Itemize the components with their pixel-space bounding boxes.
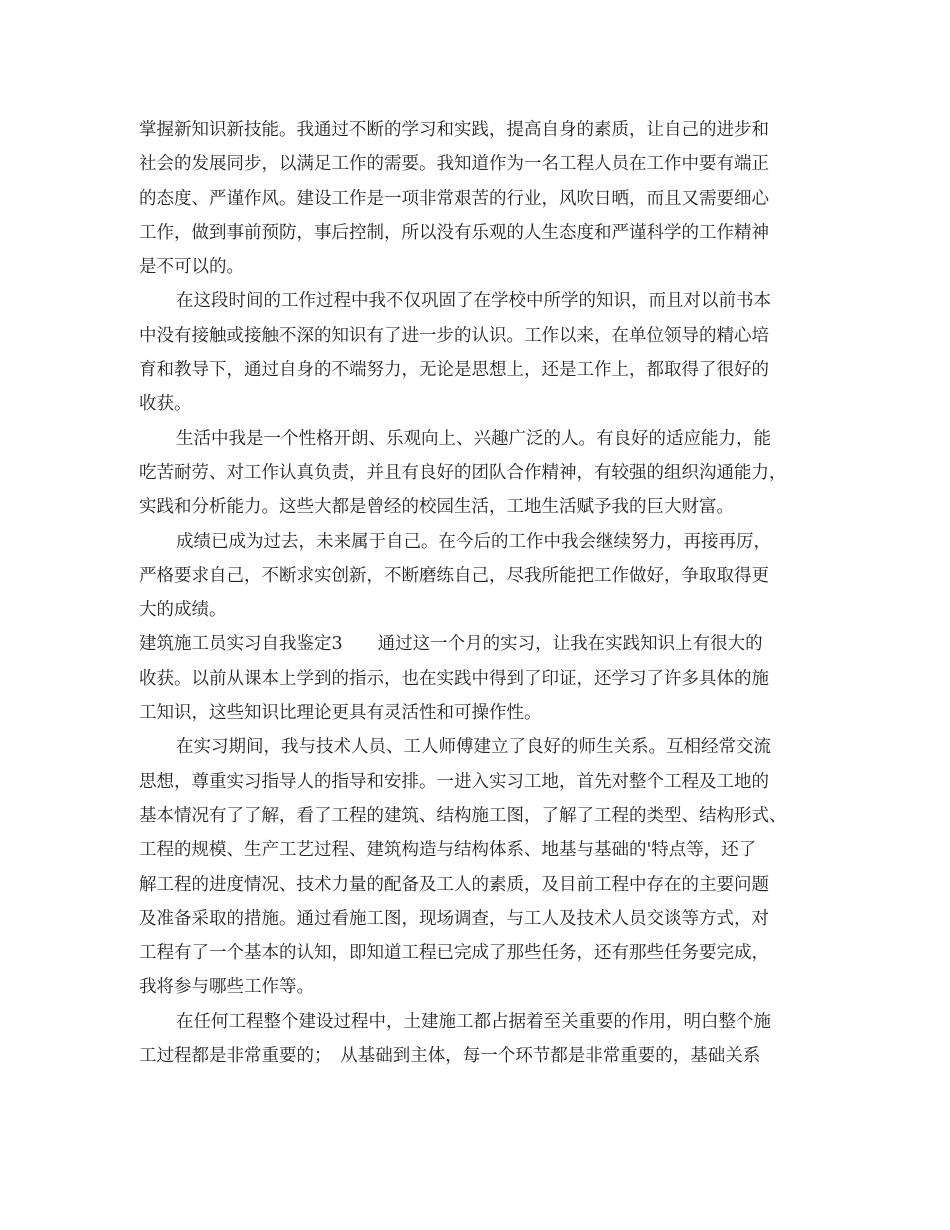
text-line: 吃苦耐劳、对工作认真负责，并且有良好的团队合作精神，有较强的组织沟通能力， bbox=[139, 462, 787, 483]
text-line: 解工程的进度情况、技术力量的配备及工人的素质，及目前工程中存在的主要问题 bbox=[139, 874, 769, 895]
text-line: 收获。以前从课本上学到的指示，也在实践中得到了印证，还学习了许多具体的施 bbox=[139, 668, 769, 689]
document-body bbox=[139, 113, 829, 1073]
text-line: 实践和分析能力。这些大都是曾经的校园生活，工地生活赋予我的巨大财富。 bbox=[139, 497, 734, 518]
text-line: 中没有接触或接触不深的知识有了进一步的认识。工作以来，在单位领导的精心培 bbox=[139, 325, 769, 346]
paragraph-first-line: 在这段时间的工作过程中我不仅巩固了在学校中所学的知识，而且对以前书本 bbox=[176, 291, 771, 312]
paragraph-first-line: 在实习期间，我与技术人员、工人师傅建立了良好的师生关系。互相经常交流 bbox=[176, 737, 771, 758]
text-line: 社会的发展同步，以满足工作的需要。我知道作为一名工程人员在工作中要有端正 bbox=[139, 154, 769, 175]
text-line: 思想，尊重实习指导人的指导和安排。一进入实习工地，首先对整个工程及工地的 bbox=[139, 771, 769, 792]
text-line: 工知识，这些知识比理论更具有灵活性和可操作性。 bbox=[139, 703, 542, 724]
text-line: 是不可以的。 bbox=[139, 257, 244, 278]
text-line: 工过程都是非常重要的； 从基础到主体，每一个环节都是非常重要的，基础关系 bbox=[139, 1046, 761, 1067]
text-line: 及准备采取的措施。通过看施工图，现场调查，与工人及技术人员交谈等方式，对 bbox=[139, 908, 769, 929]
section-heading-line: 建筑施工员实习自我鉴定3 通过这一个月的实习，让我在实践知识上有很大的 bbox=[139, 634, 763, 655]
text-line: 我将参与哪些工作等。 bbox=[139, 977, 314, 998]
text-line: 工程的规模、生产工艺过程、建筑构造与结构体系、地基与基础的'特点等，还了 bbox=[139, 840, 757, 861]
text-line: 严格要求自己，不断求实创新，不断磨练自己，尽我所能把工作做好，争取取得更 bbox=[139, 565, 769, 586]
paragraph-first-line: 生活中我是一个性格开朗、乐观向上、兴趣广泛的人。有良好的适应能力，能 bbox=[176, 428, 771, 449]
text-line: 的态度、严谨作风。建设工作是一项非常艰苦的行业，风吹日晒，而且又需要细心 bbox=[139, 188, 769, 209]
text-line: 工程有了一个基本的认知，即知道工程已完成了那些任务，还有那些任务要完成， bbox=[139, 943, 769, 964]
text-line: 收获。 bbox=[139, 394, 192, 415]
paragraph-first-line: 在任何工程整个建设过程中，土建施工都占据着至关重要的作用，明白整个施 bbox=[176, 1011, 771, 1032]
text-line: 育和教导下，通过自身的不端努力，无论是思想上，还是工作上，都取得了很好的 bbox=[139, 360, 769, 381]
text-line: 基本情况有了了解，看了工程的建筑、结构施工图，了解了工程的类型、结构形式、 bbox=[139, 805, 787, 826]
paragraph-first-line: 成绩已成为过去，未来属于自己。在今后的工作中我会继续努力，再接再厉， bbox=[176, 531, 771, 552]
text-line: 工作，做到事前预防，事后控制，所以没有乐观的人生态度和严谨科学的工作精神 bbox=[139, 222, 769, 243]
text-line: 大的成绩。 bbox=[139, 600, 227, 621]
text-line: 掌握新知识新技能。我通过不断的学习和实践，提高自身的素质，让自己的进步和 bbox=[139, 120, 769, 140]
